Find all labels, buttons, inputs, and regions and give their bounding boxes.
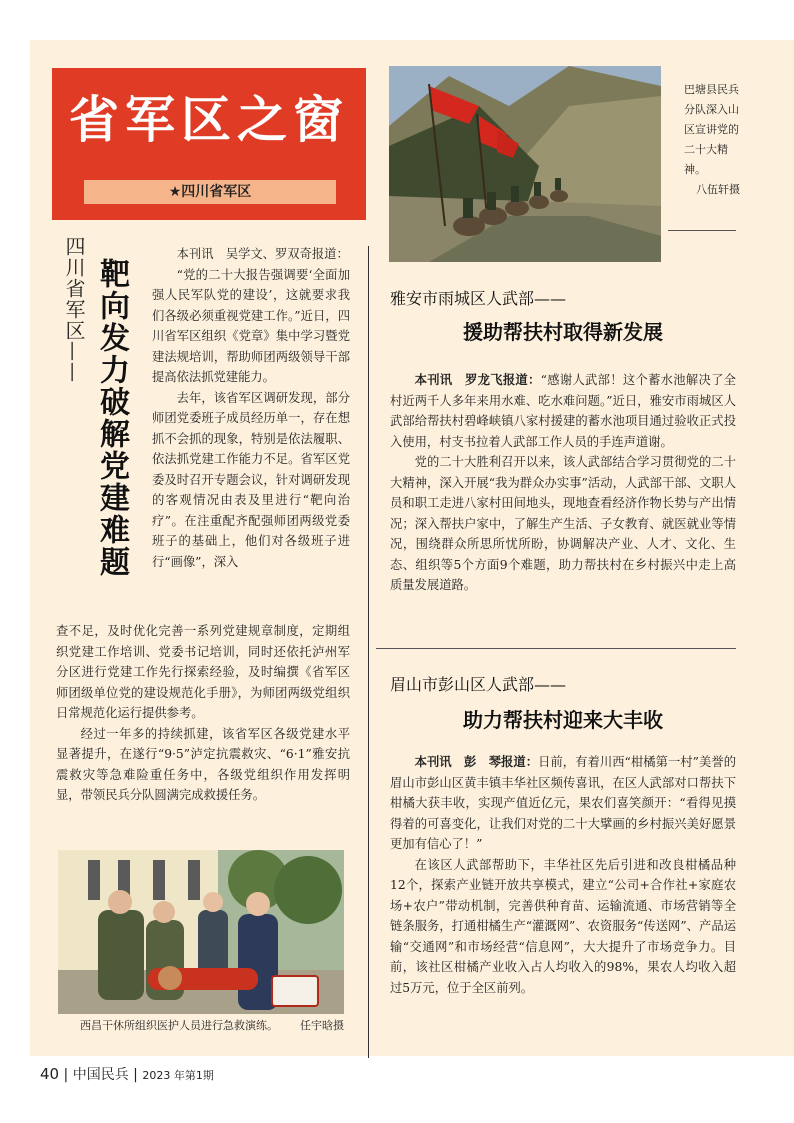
photo-militia-mountain-image [389,66,661,262]
section-divider [376,648,736,649]
article1-title: 靶向发力破解党建难题 [94,258,129,578]
article1-paragraph-2: 去年，该省军区调研发现，部分师团党委班子成员经历单一，存在想抓不会抓的现象，特别是依法履职、依法抓党建工作能力不足。省军区党委及时召开专题会议，针对调研发现的客观情况由表及里进行“靶向治疗”。在注重配齐配强师团两级党委班子的基础上，他们对各级班子进行“画像”，深入 [152,390,350,569]
article3-kicker: 眉山市彭山区人武部—— [390,675,567,694]
article1-body-top [152,244,350,572]
article2-body [390,370,736,596]
article2-title: 援助帮扶村取得新发展 [463,320,663,344]
article1-paragraph-4: 经过一年多的持续抓建，该省军区各级党建水平显著提升，在遂行“9·5”泸定抗震救灾、“6·1”雅安抗震救灾等急难险重任务中，各级党组织作用发挥明显，带领民兵分队圆满完成救援任务。 [56,726,350,802]
photo-first-aid-drill [58,850,344,1014]
article1-kicker: 四川省军区—— [62,236,86,383]
page-footer [40,1064,214,1084]
photo-bottom-credit: 任宇晗摄 [300,1019,344,1032]
photo-bottom-caption: 西昌干休所组织医护人员进行急救演练。 [80,1019,278,1032]
caption-rule [668,230,736,231]
photo-top-caption-block [684,80,740,200]
article3-paragraph-2: 在该区人武部帮助下，丰华社区先后引进和改良柑橘品种12个，探索产业链开放共享模式，建立“公司+合作社+家庭农场+农户”带动机制，完善供种育苗、运输流通、市场营销等全链条服务，打通柑橘生产“灌溉网”、农资服务“传送网”、产品运输“交通网”和市场经营“信息网”，大大提升了市场竞争力。目前，该社区柑橘产业收入占人均收入的98%，果农人均收入超过5万元，位于全区前列。 [390,857,736,995]
article2-byline: 本刊讯 罗龙飞报道： [414,373,541,387]
photo-top-credit: 八伍轩摄 [696,183,740,196]
article2-paragraph-1-text: “感谢人武部！这个蓄水池解决了全村近两千人多年来用水难、吃水难问题。”近日，雅安市雨城区人武部给帮扶村碧峰峡镇八家村援建的蓄水池项目通过验收正式投入使用，村支书拉着人武部工作人员的手连声道谢。 [390,373,736,449]
article3-body [390,752,736,998]
photo-bottom-caption-block [80,1016,344,1036]
article1-paragraph-3: 查不足，及时优化完善一系列党建规章制度，定期组织党建工作培训、党委书记培训，同时还依托泸州军分区进行党建工作先行探索经验，及时编撰《省军区师团级单位党的建设规范化手册》，为师团两级党组织日常规范化运行提供参考。 [56,624,350,720]
issue-label: 2023 年第1期 [142,1069,214,1082]
magazine-name: 中国民兵 [72,1067,129,1083]
column-subtitle-band [84,180,336,204]
column-divider [368,246,369,1058]
photo-first-aid-drill-image [58,850,344,1014]
article2-paragraph-2: 党的二十大胜利召开以来，该人武部结合学习贯彻党的二十大精神，深入开展“我为群众办实事”活动，人武部干部、文职人员和职工走进八家村田间地头，现地查看经济作物长势与产出情况；深入帮扶户家中，了解生产生活、子女教育、就医就业等情况，围绕群众所思所忧所盼，协调解决产业、人才、文化、生态、组织等5个方面9个难题，助力帮扶村在乡村振兴中走上高质量发展道路。 [390,455,736,592]
footer-separator-2: | [133,1067,143,1083]
column-subtitle: ★四川省军区 [168,184,252,200]
column-header [52,68,366,220]
article2-kicker: 雅安市雨城区人武部—— [390,289,567,308]
article2-paragraph-1 [390,370,736,452]
article1-paragraph-1: “党的二十大报告强调要‘全面加强人民军队党的建设’，这就要求我们各级必须重视党建工作。”近日，四川省军区组织《党章》集中学习暨党建法规培训，帮助师团两级领导干部提高依法抓党建能力。 [152,267,350,384]
column-title: 省军区之窗 [69,90,349,149]
photo-militia-mountain [389,66,661,262]
page-number: 40 [40,1065,60,1083]
article3-paragraph-1 [390,752,736,855]
photo-top-caption: 巴塘县民兵分队深入山区宣讲党的二十大精神。 [684,83,739,176]
article3-title: 助力帮扶村迎来大丰收 [463,708,663,732]
article3-paragraph-1-text: 日前，有着川西“柑橘第一村”美誉的眉山市彭山区黄丰镇丰华社区频传喜讯，在区人武部对口帮扶下柑橘大获丰收，实现产值近亿元，果农们喜笑颜开：“看得见摸得着的可喜变化，让我们对党的二十大擘画的乡村振兴美好愿景更加有信心了！” [390,755,736,851]
footer-separator-1: | [63,1067,73,1083]
article1-body-bottom [56,621,350,806]
article1-byline: 本刊讯 吴学文、罗双奇报道： [176,247,349,261]
article3-byline: 本刊讯 彭 琴报道： [414,755,539,769]
